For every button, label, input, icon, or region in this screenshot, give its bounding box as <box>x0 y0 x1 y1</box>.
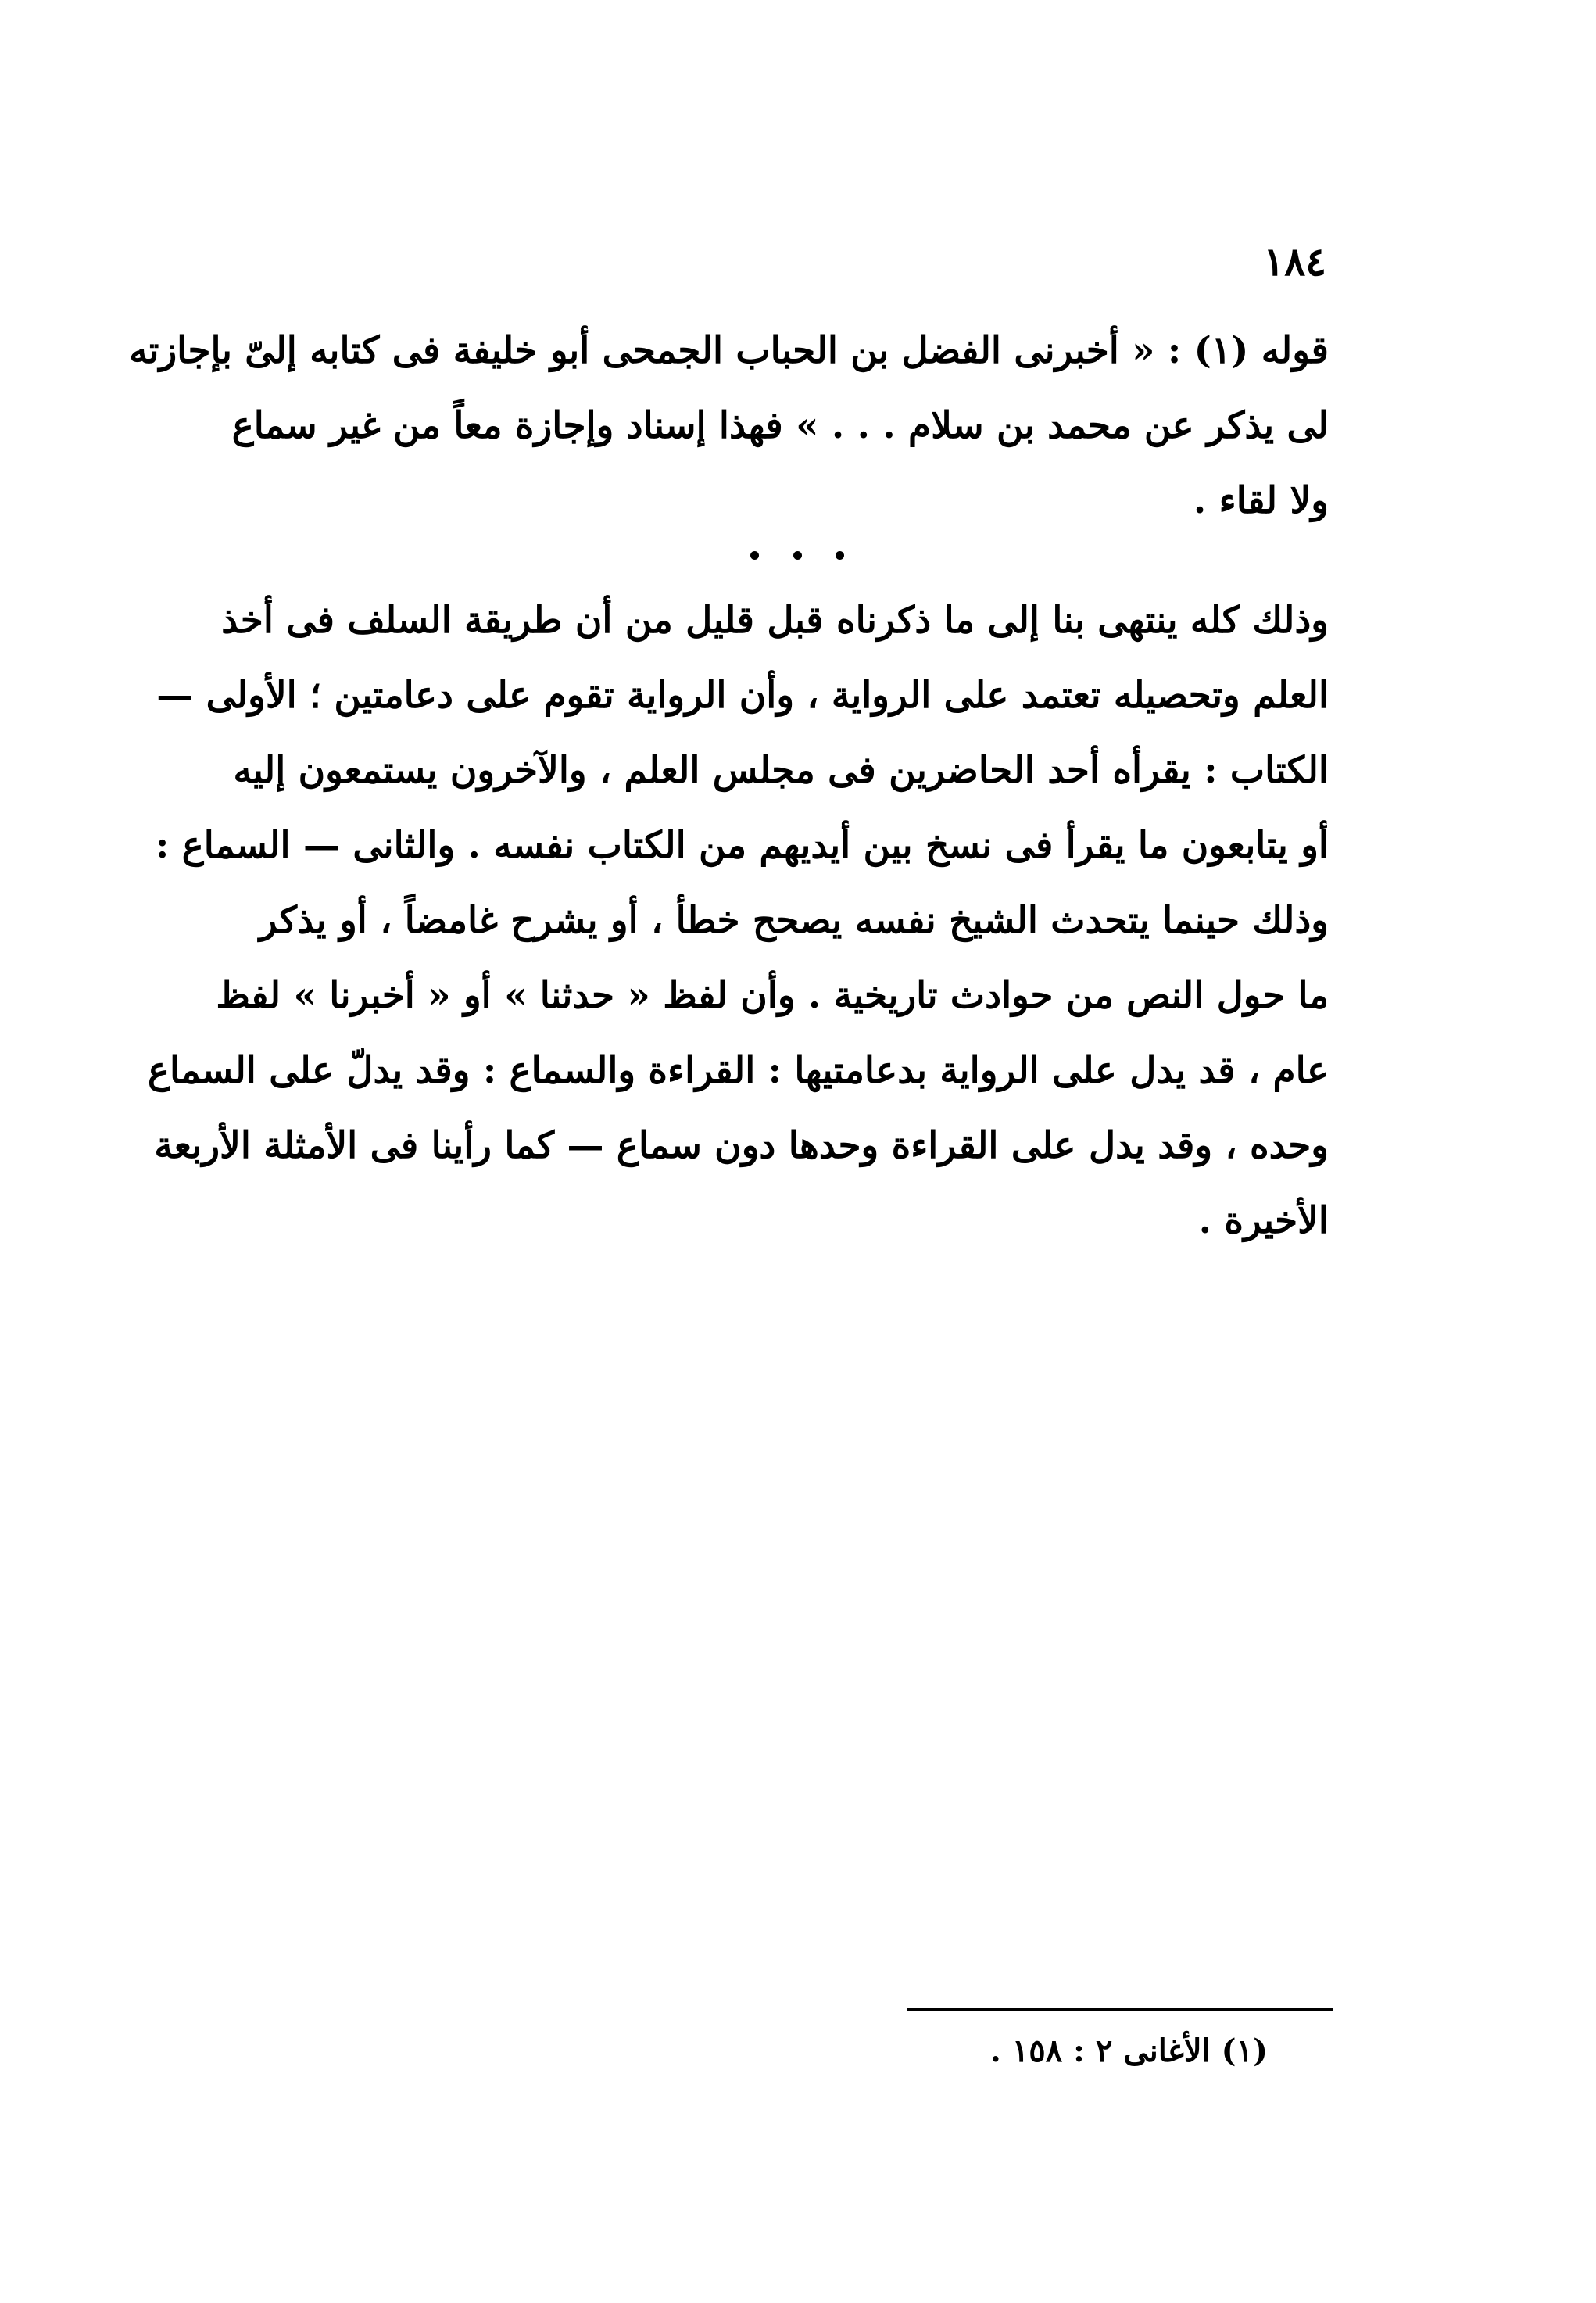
paragraph-1 <box>129 324 1329 528</box>
paragraph-1-line: قوله (١) : « أخبرنى الفضل بن الحباب الجمحى أبو خليفة فى كتابه إلىّ بإجازته <box>129 329 1329 372</box>
paragraph-1-line: ولا لقاء . <box>1193 479 1329 522</box>
paragraph-2-line: وذلك كله ينتهى بنا إلى ما ذكرناه قبل قليل من أن طريقة السلف فى أخذ <box>221 599 1329 642</box>
separator-dot <box>793 551 802 560</box>
paragraph-2-line: أو يتابعون ما يقرأ فى نسخ بين أيديهم من الكتاب نفسه . والثانى — السماع : <box>156 824 1329 867</box>
paragraph-2-line: عام ، قد يدل على الرواية بدعامتيها : القراءة والسماع : وقد يدلّ على السماع <box>148 1049 1329 1092</box>
separator-dot <box>836 551 844 560</box>
paragraph-2-line: ما حول النص من حوادث تاريخية . وأن لفظ « حدثنا » أو « أخبرنا » لفظ <box>216 974 1329 1017</box>
separator-dot <box>750 551 759 560</box>
footnote-rule <box>907 2008 1333 2011</box>
paragraph-1-line: لى يذكر عن محمد بن سلام . . . » فهذا إسناد وإجازة معاً من غير سماع <box>231 404 1329 447</box>
paragraph-2-line: وذلك حينما يتحدث الشيخ نفسه يصحح خطأ ، أو يشرح غامضاً ، أو يذكر <box>259 899 1329 942</box>
section-separator <box>750 547 844 563</box>
paragraph-2-line: وحده ، وقد يدل على القراءة وحدها دون سماع — كما رأينا فى الأمثلة الأربعة <box>154 1124 1329 1167</box>
page-number: ١٨٤ <box>1263 238 1326 285</box>
paragraph-2-line: الأخيرة . <box>1198 1199 1329 1242</box>
paragraph-2-line: العلم وتحصيله تعتمد على الرواية ، وأن الرواية تقوم على دعامتين ؛ الأولى — <box>156 674 1329 717</box>
paragraph-2-line: الكتاب : يقرأه أحد الحاضرين فى مجلس العلم ، والآخرون يستمعون إليه <box>233 749 1329 792</box>
footnote: (١) الأغانى ٢ : ١٥٨ . <box>989 2033 1268 2069</box>
paragraph-2 <box>148 594 1329 1248</box>
